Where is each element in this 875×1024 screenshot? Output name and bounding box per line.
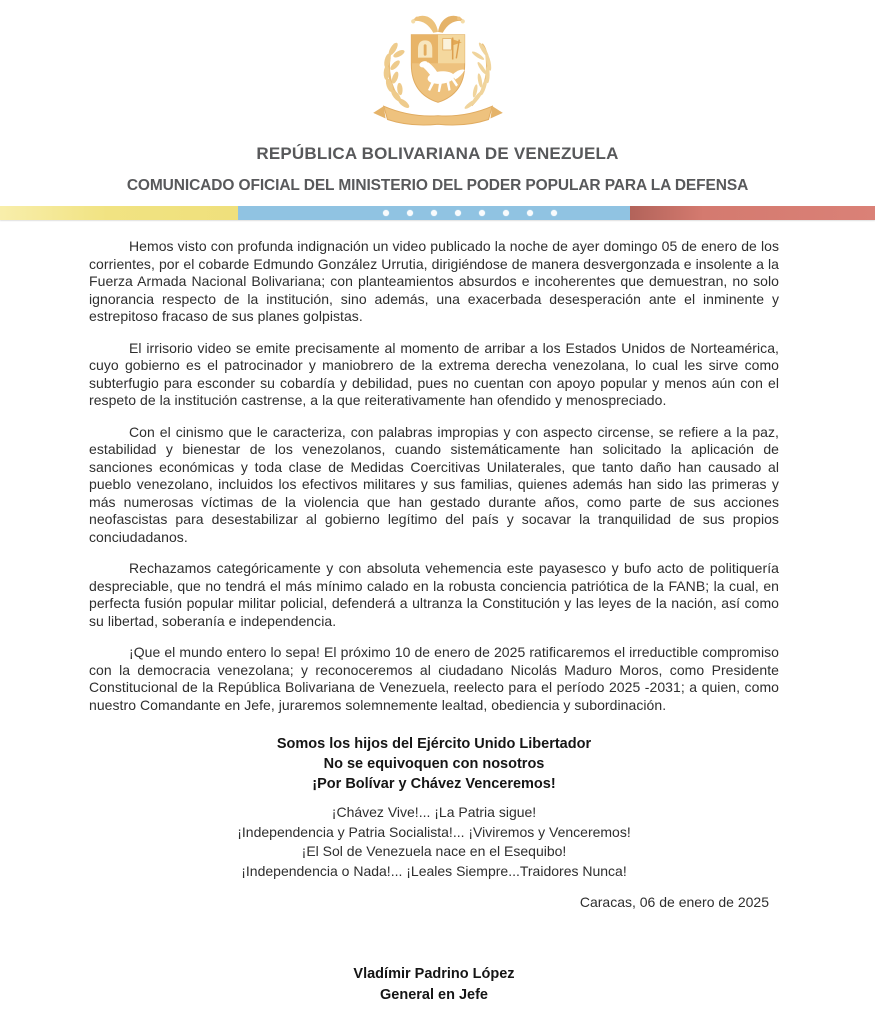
dateline: Caracas, 06 de enero de 2025	[579, 894, 769, 910]
slogan-line-3: ¡El Sol de Venezuela nace en el Esequibo!	[301, 843, 567, 859]
signature-block	[89, 964, 779, 1006]
motto-line-2: No se equivoquen con nosotros	[323, 756, 545, 772]
flag-star-icon	[527, 210, 533, 216]
signatory-name: Vladímir Padrino López	[353, 966, 515, 982]
paragraph-2: El irrisorio video se emite precisamente al momento de arribar a los Estados Unidos de Norteamérica, cuyo gobierno es el patrocinador y maniobrero de la extrema derecha venezolana, lo cual les sirve como subterfugio para esconder su cobardía y debilidad, pues no cuentan con apoyo popular y menos aún con el respeto de la institución castrense, a la que reiterativamente han ofendido y menospreciado.	[89, 339, 779, 408]
flag-stars-row	[383, 210, 557, 216]
communique-body	[89, 238, 779, 1006]
paragraph-3: Con el cinismo que le caracteriza, con palabras impropias y con aspecto circense, se refiere a la paz, estabilidad y bienestar de los venezolanos, cuando sistemáticamente han solicitado la aplicación de sanciones económicas y toda clase de Medidas Coercitivas Unilaterales, que tanto daño han causado al pueblo venezolano, incluidos los efectivos militares y sus familias, quienes además han sido las primeras y más numerosas víctimas de la violencia que han gestado durante años, como parte de sus acciones neofascistas para desestabilizar al gobierno legítimo del país y socavar la tranquilidad de sus propios conciudadanos.	[89, 423, 779, 545]
flag-yellow-band	[0, 206, 238, 220]
flag-star-icon	[407, 210, 413, 216]
signatory-rank: General en Jefe	[380, 987, 488, 1003]
slogan-block	[89, 803, 779, 881]
venezuela-coat-of-arms-icon	[357, 7, 519, 131]
slogan-line-1: ¡Chávez Vive!... ¡La Patria sigue!	[331, 804, 537, 820]
motto-line-3: ¡Por Bolívar y Chávez Venceremos!	[312, 776, 556, 792]
document-subtitle: COMUNICADO OFICIAL DEL MINISTERIO DEL PODER POPULAR PARA LA DEFENSA	[126, 177, 749, 194]
flag-star-icon	[431, 210, 437, 216]
slogan-line-4: ¡Independencia o Nada!... ¡Leales Siempre...Traidores Nunca!	[241, 862, 627, 879]
document-title: REPÚBLICA BOLIVARIANA DE VENEZUELA	[256, 144, 619, 163]
flag-star-icon	[455, 210, 461, 216]
motto-line-1: Somos los hijos del Ejército Unido Libertador	[276, 736, 592, 752]
paragraph-5: ¡Que el mundo entero lo sepa! El próximo 10 de enero de 2025 ratificaremos el irreductible compromiso con la democracia venezolana; y reconoceremos al ciudadano Nicolás Maduro Moros, como Presidente Constitucional de la República Bolivariana de Venezuela, reelecto para el período 2025 -2031; a quien, como nuestro Comandante en Jefe, juraremos solemnemente lealtad, obediencia y subordinación.	[89, 644, 779, 713]
flag-red-band	[630, 206, 875, 220]
paragraph-1: Hemos visto con profunda indignación un video publicado la noche de ayer domingo 05 de enero de los corrientes, por el cobarde Edmundo González Urrutia, dirigiéndose de manera desvergonzada e insolente a la Fuerza Armada Nacional Bolivariana; con planteamientos absurdos e incoherentes que demuestran, no solo ignorancia respecto de la institución, sino además, una exacerbada desesperación ante el inminente y estrepitoso fracaso de sus planes golpistas.	[89, 238, 779, 324]
flag-star-icon	[383, 210, 389, 216]
flag-star-icon	[551, 210, 557, 216]
flag-star-icon	[479, 210, 485, 216]
flag-star-icon	[503, 210, 509, 216]
paragraph-4: Rechazamos categóricamente y con absoluta vehemencia este payasesco y bufo acto de politiquería despreciable, que no tendrá el más mínimo calado en la robusta conciencia patriótica de la FANB; la cual, en perfecta fusión popular militar policial, defenderá a ultranza la Constitución y las leyes de la nación, así como su libertad, soberanía e independencia.	[89, 560, 779, 629]
flag-tricolor-bar	[0, 206, 875, 220]
slogan-line-2: ¡Independencia y Patria Socialista!... ¡Viviremos y Venceremos!	[237, 823, 631, 840]
motto-block	[89, 734, 779, 794]
